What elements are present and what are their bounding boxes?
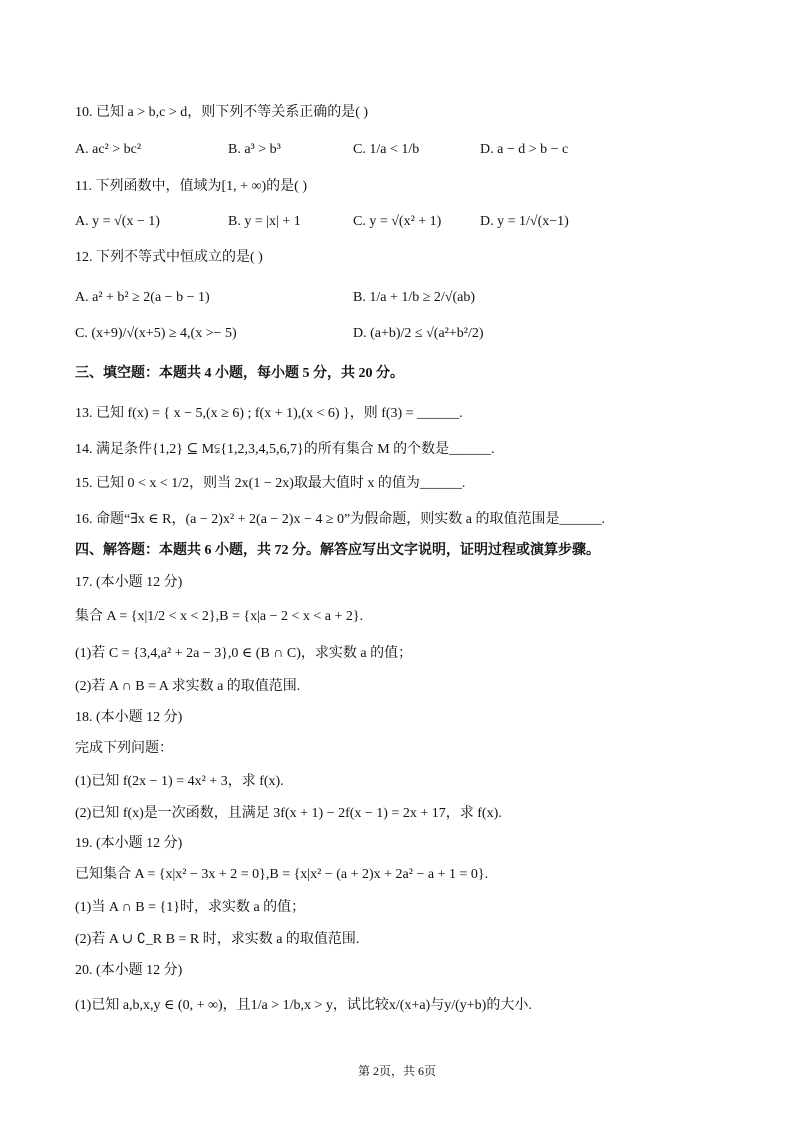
q10-option-d: D. a − d > b − c (480, 142, 569, 157)
q19-head: 19. (本小题 12 分) (75, 836, 183, 851)
q20-line-1: (1)已知 a,b,x,y ∈ (0, + ∞)，且1/a > 1/b,x > y，试比较x/(x+a)与y/(y+b)的大小. (75, 998, 532, 1013)
q18-line-1: 完成下列问题： (75, 741, 173, 756)
section-3-heading: 三、填空题：本题共 4 小题，每小题 5 分，共 20 分。 (75, 366, 404, 381)
q19-line-3: (2)若 A ∪ ∁_R B = R 时，求实数 a 的取值范围. (75, 932, 360, 947)
q13: 13. 已知 f(x) = { x − 5,(x ≥ 6) ; f(x + 1),(x < 6) }，则 f(3) = ______. (75, 406, 463, 421)
q12-option-c: C. (x+9)/√(x+5) ≥ 4,(x >− 5) (75, 326, 237, 341)
q10-option-b: B. a³ > b³ (228, 142, 281, 157)
q19-line-1: 已知集合 A = {x|x² − 3x + 2 = 0},B = {x|x² − (a + 2)x + 2a² − a + 1 = 0}. (75, 867, 489, 882)
q11-option-b: B. y = |x| + 1 (228, 214, 301, 229)
q11-option-a: A. y = √(x − 1) (75, 214, 160, 229)
q12-option-d: D. (a+b)/2 ≤ √(a²+b²/2) (353, 326, 484, 341)
q19-line-2: (1)当 A ∩ B = {1}时，求实数 a 的值； (75, 900, 306, 915)
q11-stem: 11. 下列函数中，值域为[1, + ∞)的是( ) (75, 179, 308, 194)
q14: 14. 满足条件{1,2} ⊆ M⫋{1,2,3,4,5,6,7}的所有集合 M 的个数是______. (75, 442, 495, 457)
q10-option-a: A. ac² > bc² (75, 142, 142, 157)
q10-option-c: C. 1/a < 1/b (353, 142, 420, 157)
section-4-heading: 四、解答题：本题共 6 小题，共 72 分。解答应写出文字说明，证明过程或演算步骤。 (75, 543, 600, 558)
q12-option-a: A. a² + b² ≥ 2(a − b − 1) (75, 290, 210, 305)
q18-head: 18. (本小题 12 分) (75, 710, 183, 725)
q17-line-1: 集合 A = {x|1/2 < x < 2},B = {x|a − 2 < x < a + 2}. (75, 609, 364, 624)
q11-option-d: D. y = 1/√(x−1) (480, 214, 569, 229)
q12-option-b: B. 1/a + 1/b ≥ 2/√(ab) (353, 290, 476, 305)
page-footer: 第 2页，共 6页 (357, 1064, 436, 1078)
q16: 16. 命题“∃x ∈ R，(a − 2)x² + 2(a − 2)x − 4 ≥ 0”为假命题，则实数 a 的取值范围是______. (75, 512, 605, 527)
q10-stem: 10. 已知 a > b,c > d，则下列不等关系正确的是( ) (75, 105, 369, 120)
q17-line-2: (1)若 C = {3,4,a² + 2a − 3},0 ∈ (B ∩ C)，求实数 a 的值； (75, 646, 413, 661)
q11-option-c: C. y = √(x² + 1) (353, 214, 442, 229)
q18-line-2: (1)已知 f(2x − 1) = 4x² + 3，求 f(x). (75, 774, 284, 789)
q15: 15. 已知 0 < x < 1/2，则当 2x(1 − 2x)取最大值时 x 的值为______. (75, 476, 466, 491)
q17-line-3: (2)若 A ∩ B = A 求实数 a 的取值范围. (75, 679, 301, 694)
q18-line-3: (2)已知 f(x)是一次函数，且满足 3f(x + 1) − 2f(x − 1) = 2x + 17，求 f(x). (75, 806, 502, 821)
q12-stem: 12. 下列不等式中恒成立的是( ) (75, 250, 263, 265)
q17-head: 17. (本小题 12 分) (75, 575, 183, 590)
q20-head: 20. (本小题 12 分) (75, 963, 183, 978)
